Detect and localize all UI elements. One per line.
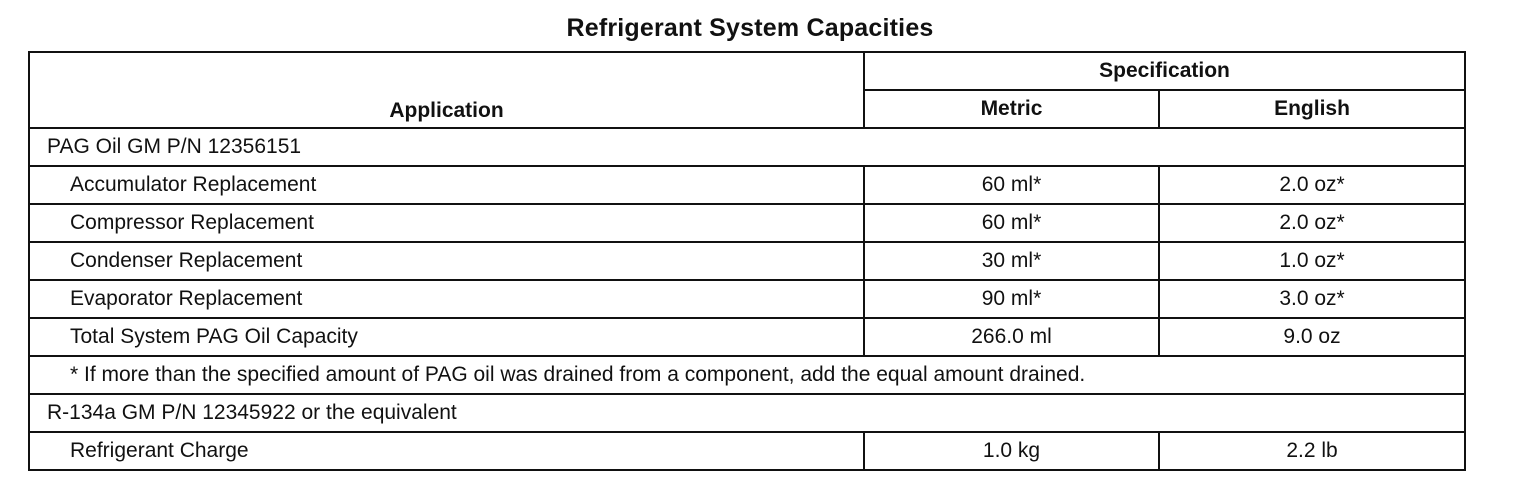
section-heading-refrigerant: R-134a GM P/N 12345922 or the equivalent [29, 394, 1465, 432]
table-row [29, 318, 1465, 356]
metric-value: 266.0 ml [864, 318, 1159, 356]
specification-header: Specification [864, 52, 1465, 90]
table-row [29, 432, 1465, 470]
table-row [29, 166, 1465, 204]
metric-value: 60 ml* [864, 204, 1159, 242]
metric-value: 90 ml* [864, 280, 1159, 318]
footnote: * If more than the specified amount of PAG oil was drained from a component, add the equal amount drained. [29, 356, 1465, 394]
note-row [29, 356, 1465, 394]
metric-value: 60 ml* [864, 166, 1159, 204]
english-value: 2.0 oz* [1159, 166, 1465, 204]
row-label: Refrigerant Charge [29, 432, 864, 470]
english-value: 3.0 oz* [1159, 280, 1465, 318]
english-value: 9.0 oz [1159, 318, 1465, 356]
metric-value: 1.0 kg [864, 432, 1159, 470]
english-value: 2.0 oz* [1159, 204, 1465, 242]
row-label: Accumulator Replacement [29, 166, 864, 204]
english-header: English [1159, 90, 1465, 128]
row-label: Condenser Replacement [29, 242, 864, 280]
page-title: Refrigerant System Capacities [566, 14, 934, 42]
section-heading-pag-oil: PAG Oil GM P/N 12356151 [29, 128, 1465, 166]
row-label: Compressor Replacement [29, 204, 864, 242]
section-row [29, 128, 1465, 166]
refrigerant-capacities-table [28, 51, 1466, 471]
section-row [29, 394, 1465, 432]
metric-header: Metric [864, 90, 1159, 128]
table-row [29, 204, 1465, 242]
english-value: 2.2 lb [1159, 432, 1465, 470]
english-value: 1.0 oz* [1159, 242, 1465, 280]
metric-value: 30 ml* [864, 242, 1159, 280]
table-row [29, 280, 1465, 318]
table-row [29, 242, 1465, 280]
application-header: Application [29, 52, 864, 128]
row-label: Total System PAG Oil Capacity [29, 318, 864, 356]
row-label: Evaporator Replacement [29, 280, 864, 318]
